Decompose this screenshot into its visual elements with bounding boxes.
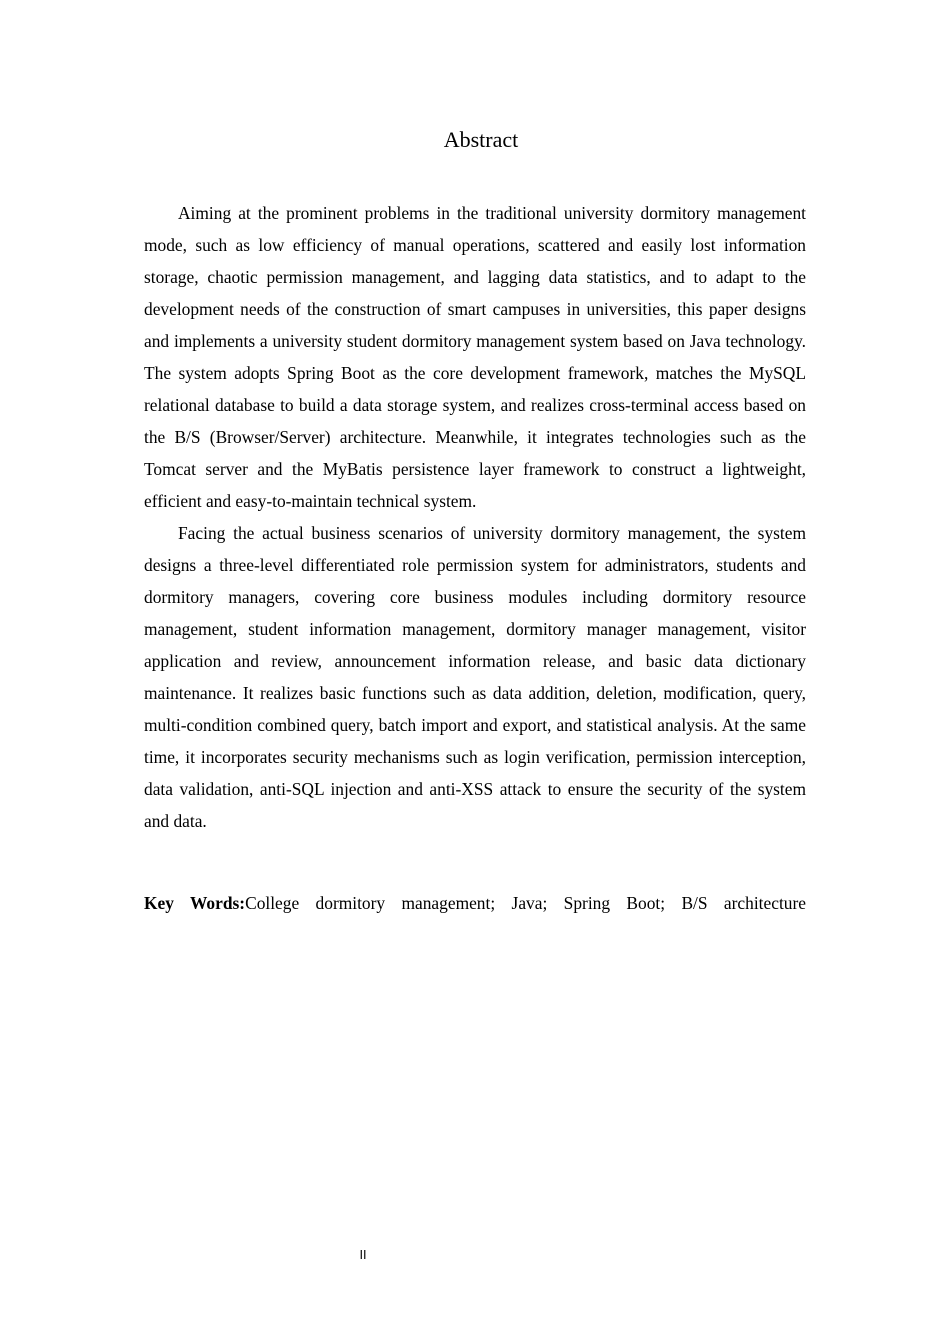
page-number: II <box>359 1248 367 1262</box>
abstract-title: Abstract <box>443 127 519 152</box>
keywords-text: College dormitory management; Java; Spring Boot; B/S architecture <box>245 893 806 913</box>
abstract-paragraph-1: Aiming at the prominent problems in the traditional university dormitory management mode, such as low efficiency of manual operations, scattered and easily lost information storage, chaotic permission management, and lagging data statistics, and to adapt to the development needs of the construction of smart campuses in universities, this paper designs and implements a university student dormitory management system based on Java technology. The system adopts Spring Boot as the core development framework, matches the MySQL relational database to build a data storage system, and realizes cross-terminal access based on the B/S (Browser/Server) architecture. Meanwhile, it integrates technologies such as the Tomcat server and the MyBatis persistence layer framework to construct a lightweight, efficient and easy-to-maintain technical system. <box>144 203 806 511</box>
abstract-paragraph-2: Facing the actual business scenarios of university dormitory management, the system designs a three-level differentiated role permission system for administrators, students and dormitory managers, covering core business modules including dormitory resource management, student information management, dormitory manager management, visitor application and review, announcement information release, and basic data dictionary maintenance. It realizes basic functions such as data addition, deletion, modification, query, multi-condition combined query, batch import and export, and statistical analysis. At the same time, it incorporates security mechanisms such as login verification, permission interception, data validation, anti-SQL injection and anti-XSS attack to ensure the security of the system and data. <box>144 523 806 831</box>
abstract-body <box>144 197 806 837</box>
keywords-label: Key Words: <box>144 893 246 913</box>
keywords-line <box>144 887 806 919</box>
